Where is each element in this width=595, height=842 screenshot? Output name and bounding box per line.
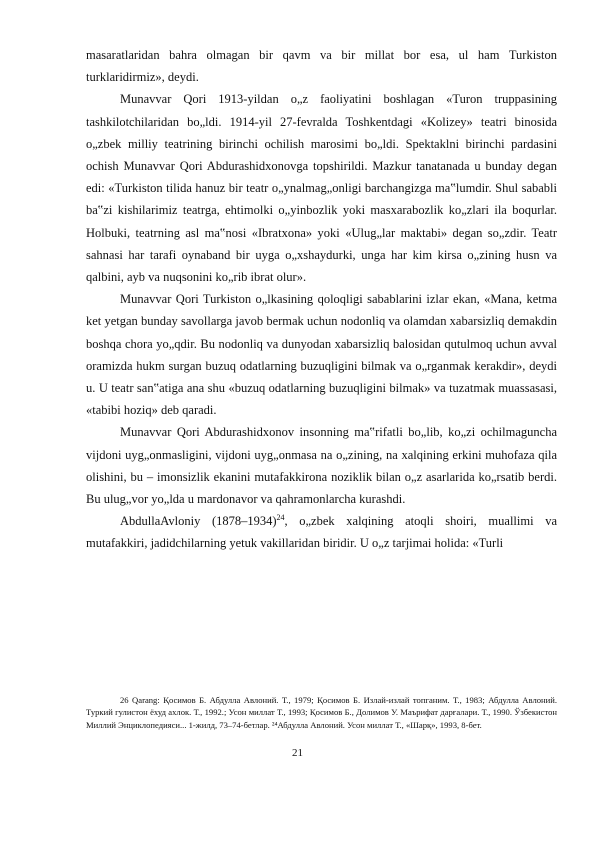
paragraph-5-rest: , o„zbek xalqining atoqli shoiri, muallimi va mutafakkiri, jadidchilarning yetuk vakillaridan biridir. U o„z tarjimai holida: «Turli [86, 514, 557, 551]
paragraph-2: Munavvar Qori 1913-yildan o„z faoliyatini boshlagan «Turon truppasining tashkilotchilaridan bo„ldi. 1914-yil 27-fevralda Toshkentdagi «Kolizey» teatri binosida o„zbek milliy teatrining birinchi ochilish marosimi bo„ldi. Spektaklni birinchi pardasini ochish Munavvar Qori Abdurashidxonovga topshirildi. Mazkur tanatanada u bunday degan edi: «Turkiston tilida hanuz bir teatr o„ynalmag„onligi barchangizga ma‟lumdir. Shul sababli ba‟zi kishilarimiz teatrga, ehtimolki o„yinbozlik yoki masxarabozlik ko„zlari ila boqurlar. Holbuki, teatrning asl ma‟nosi «Ibratxona» yoki «Ulug„lar maktabi» degan so„zdir. Teatr sahnasi har tarafi oynaband bir uyga o„xshaydurki, unga har kim kirsa o„zining husn va qalbini, ayb va nuqsonini ko„rib ibrat olur». [86, 92, 557, 285]
paragraph-3: Munavvar Qori Turkiston o„lkasining qoloqligi sabablarini izlar ekan, «Mana, ketma ket yetgan bunday savollarga javob bermak uchun nodonliq va olamdan xabarsizliq demakdin boshqa chora yo„qdir. Bu nodonliq va dunyodan xabarsizliq balosidan qutulmoq uchun avval oramizda hukm surgan buzuq odatlarning buzuqligini bilmak va o„rganmak kerakdir», deydi u. U teatr san‟atiga ana shu «buzuq odatlarning buzuqligini bilmak» va tuzatmak muassasasi, «tabibi hoziq» deb qaradi. [86, 292, 557, 418]
footnote: 26 Qarang: Қосимов Б. Абдулла Авлоний. Т., 1979; Қосимов Б. Излай-излай топганим. Т., 1983; Абдулла Авлоний. Туркий гулистон ёхуд ахлок. Т., 1992.; Усон миллат Т., 1993; Қосимов Б., Долимов У. Маърифат дарғалари. Т., 1990. Ўзбекистон Миллий Энциклопедияси... 1-жилд, 73–74-бетлар. ²⁴Абдулла Авлоний. Усон миллат Т., «Шарқ», 1993, 8-бет. [86, 695, 557, 730]
page-number: 21 [292, 747, 303, 759]
page-body [86, 44, 557, 555]
footnote-reference: 24 [276, 513, 285, 523]
paragraph-5 [86, 510, 557, 554]
paragraph-1: masaratlaridan bahra olmagan bir qavm va bir millat bor esa, ul ham Turkiston turklaridirmiz», deydi. [86, 48, 557, 85]
paragraph-4: Munavvar Qori Abdurashidxonov insonning ma‟rifatli bo„lib, ko„zi ochilmaguncha vijdoni uyg„onmasligini, vijdoni uyg„onmasa na o„zining, na xalqining erkini muhofaza qila olishini, bu – imonsizlik ekanini mutafakkirona noziklik bilan o„z asarlarida ko„rsatib berdi. Bu ulug„vor yo„lda u mardonavor va qahramonlarcha kurashdi. [86, 425, 557, 507]
paragraph-5-start: AbdullaAvloniy (1878–1934) [120, 514, 277, 529]
